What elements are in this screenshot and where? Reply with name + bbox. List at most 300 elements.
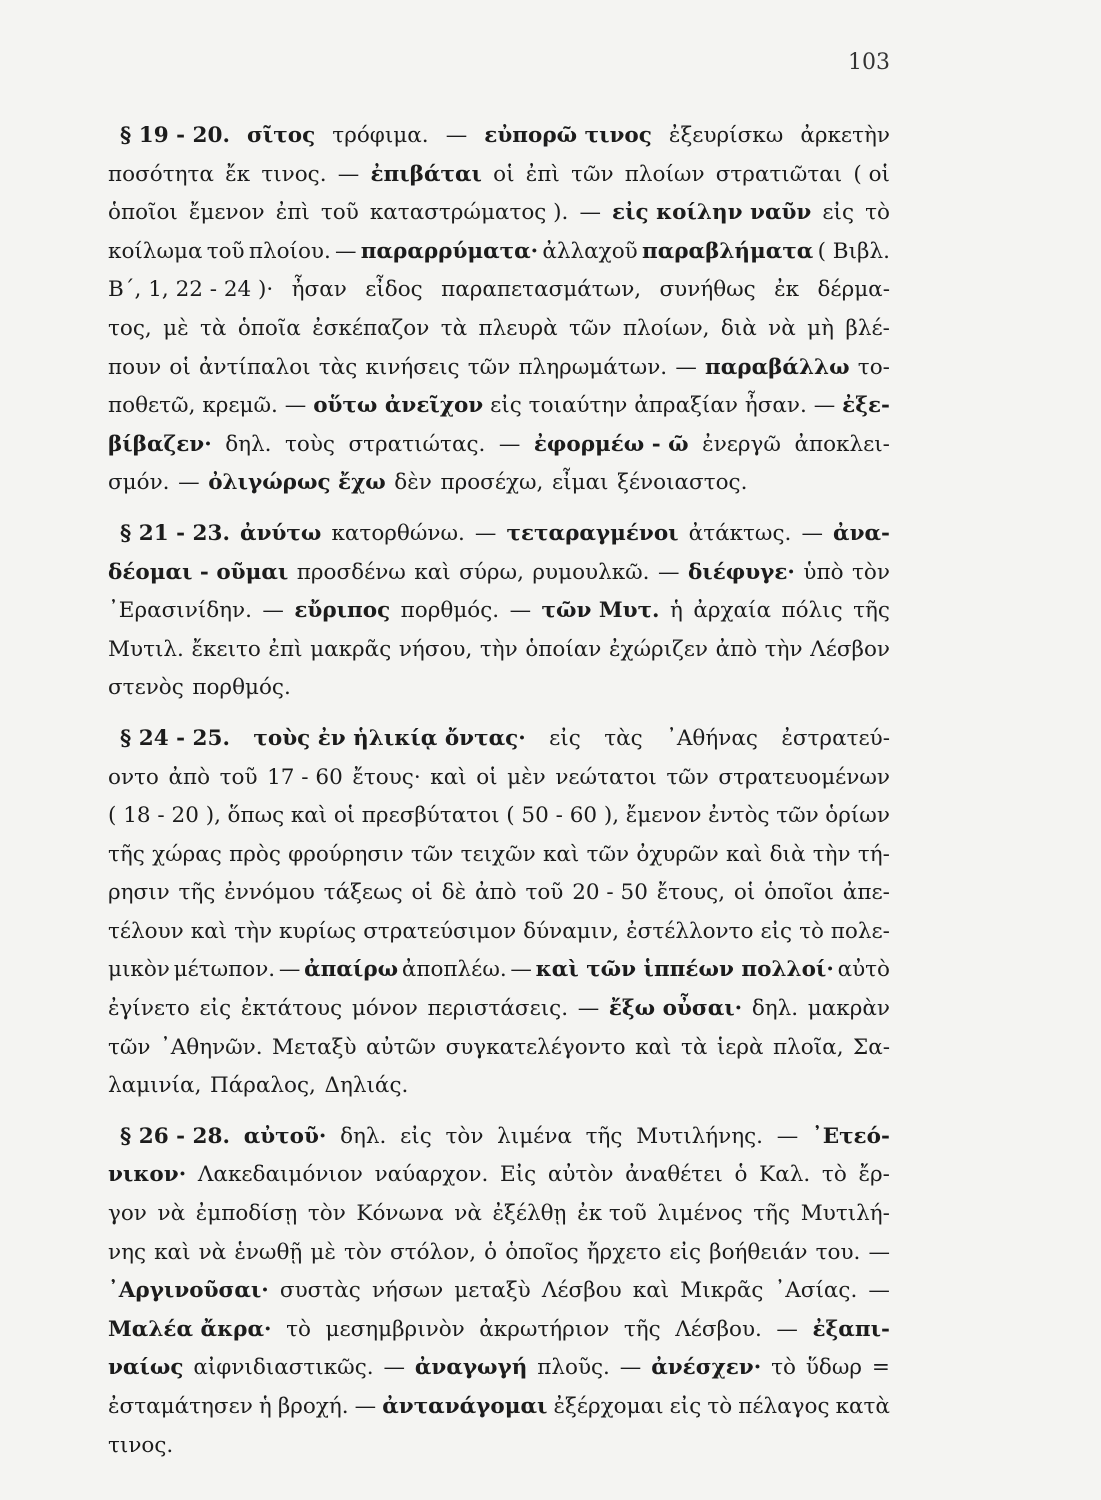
text-line (108, 1388, 890, 1427)
page-number: 103 (848, 50, 890, 75)
text-line (108, 554, 890, 593)
word: νήσου, (398, 636, 473, 662)
word: δηλ. (751, 996, 799, 1022)
word: τὸ (865, 200, 890, 226)
word: ὀχυρῶν (636, 841, 719, 867)
word: Καλ. (759, 1162, 811, 1188)
word: μακρᾶς (310, 636, 392, 662)
paragraph (108, 720, 890, 1106)
word: μὲ (310, 1239, 336, 1265)
word: εἰς (760, 918, 793, 944)
lemma: § 24 - 25. (120, 725, 230, 751)
word: αὐτὸν (547, 1162, 614, 1188)
word: ( 18 - 20 ), (108, 803, 221, 829)
word: τὰ (440, 315, 468, 341)
word: ναύαρχον. (374, 1162, 489, 1188)
word: κοίλωμα (108, 238, 203, 264)
lemma: τοὺς ἐν ἡλικίᾳ ὄντας· (253, 725, 526, 751)
word: παραπετασμάτων, (441, 277, 642, 303)
word: στενὸς (108, 675, 184, 701)
lemma: βίβαζεν· (108, 431, 212, 457)
text-line (108, 592, 890, 631)
word: ἐχώριζεν (608, 636, 708, 662)
text-line (108, 631, 890, 670)
commentary-text (108, 117, 890, 1465)
word: καὶ (154, 1239, 191, 1265)
word: — (383, 1355, 405, 1381)
word: 17 - 60 (267, 764, 343, 790)
lemma: ἀνύτω (240, 520, 322, 546)
word: — (510, 957, 532, 983)
word: τρόφιμα. (332, 123, 429, 148)
text-line (108, 1311, 890, 1350)
word: διὰ (720, 315, 757, 341)
lemma: ἔξω οὖσαι· (608, 996, 743, 1022)
word: τοῦ (206, 238, 245, 264)
word: οντο (108, 764, 159, 790)
paragraph (108, 515, 890, 708)
word: το- (857, 354, 890, 380)
word: νεώτατοι (555, 764, 657, 790)
lemma: ναίως (108, 1355, 184, 1381)
word: ἐπὶ (275, 200, 310, 226)
lemma: εἰς κοίλην ναῦν (612, 200, 812, 226)
word: — (658, 559, 680, 585)
word: μεσημβρινὸν (325, 1316, 465, 1342)
text-line (108, 310, 890, 349)
word: πορθμός. (400, 598, 500, 624)
word: νὰ (157, 1201, 186, 1227)
word: Μυτιλή- (800, 1201, 890, 1227)
word: τοῦ (525, 880, 564, 906)
word: τὰ (680, 1034, 708, 1060)
word: νήσων (371, 1278, 444, 1304)
word: τὸ (286, 1316, 311, 1342)
word: ἐξέλθῃ (492, 1201, 567, 1227)
word: — (868, 1278, 890, 1304)
word: ἀποπλέω. (401, 957, 507, 983)
word: μὲν (507, 764, 546, 790)
word: ἀπὸ (715, 636, 758, 662)
word: τειχῶν (460, 841, 536, 867)
word: στρατευομένων (718, 764, 890, 790)
word: — (619, 1355, 642, 1381)
word: μικὸν (108, 957, 170, 983)
word: τοιαύτην (528, 393, 628, 419)
text-line (108, 1349, 890, 1388)
text-line (108, 1118, 890, 1157)
word: τῶν (410, 841, 454, 867)
word: ἐντὸς (708, 803, 770, 829)
word: δηλ. (340, 1123, 387, 1149)
lemma: νικον· (108, 1162, 187, 1188)
word: ἀπε- (842, 880, 890, 906)
text-line (108, 1195, 890, 1234)
word: μὴ (807, 315, 835, 341)
paragraph (108, 1118, 890, 1465)
word: στρατεύσιμον (363, 918, 517, 944)
word: αὐτὸ (837, 957, 890, 983)
word: πλοῖα, (773, 1034, 844, 1060)
word: ἡ (670, 598, 683, 624)
word: ἔμενον (625, 803, 702, 829)
word: ἀπὸ (475, 880, 517, 906)
word: τῶν (776, 803, 819, 829)
lemma: οὕτω ἀνεῖχον (313, 393, 484, 419)
word: ποθετῶ, (108, 393, 196, 419)
lemma: ὀλιγώρως ἔχω (208, 470, 386, 496)
lemma: τῶν Μυτ. (541, 598, 660, 624)
text-line (108, 387, 890, 426)
word: ἀρχαία (693, 598, 771, 624)
word: τὸ πολε- (799, 918, 890, 944)
word: τοῦ (320, 200, 359, 226)
word: τοὺς (285, 431, 335, 457)
word: οἱ (493, 161, 515, 187)
word: εἶδος (365, 277, 423, 303)
text-line (108, 874, 890, 913)
word: ἐστρατεύ- (781, 725, 890, 751)
word: κρεμῶ. (202, 393, 278, 419)
word: γον (108, 1201, 147, 1227)
word: — (776, 1316, 798, 1342)
word: ἀρκετὴν (800, 123, 890, 148)
word: εἰς (490, 393, 522, 419)
word: ὁ (484, 1239, 498, 1265)
word: 20 - 50 (572, 880, 648, 906)
word: ἔτους· (352, 764, 421, 790)
lemma: ἀπαίρω (304, 957, 399, 983)
word: τὰ (200, 315, 227, 341)
word: τῶν (666, 764, 709, 790)
word: ὁ (734, 1162, 748, 1188)
lemma: ᾿Ετεό- (811, 1123, 890, 1149)
word: χώρας (152, 841, 222, 867)
word: ἀπὸ (168, 764, 211, 790)
word: Κόνωνα (356, 1201, 444, 1227)
word: κατὰ (835, 1394, 890, 1419)
word: τὸν (307, 1201, 346, 1227)
word: — (337, 161, 360, 187)
word: μόνον (351, 996, 418, 1022)
lemma: εὔριπος (294, 598, 391, 624)
word: ᾿Ερασινίδην. (108, 598, 252, 624)
word: ἔρ- (858, 1162, 890, 1188)
word: ὑπὸ (803, 559, 844, 585)
word: ὁποίαν (525, 636, 602, 662)
word: τὴν (812, 841, 851, 867)
word: Μυτιλ. (108, 636, 184, 662)
text-line (108, 426, 890, 465)
word: Λέσβου (541, 1278, 622, 1304)
word: συγκατελέγοντο (445, 1034, 626, 1060)
word: πλοίων (624, 161, 705, 187)
text-line (108, 233, 890, 272)
text-line (108, 1156, 890, 1195)
word: — (509, 598, 532, 624)
word: ἀντίπαλοι (199, 354, 311, 380)
word: — (868, 1239, 890, 1265)
word: τινος. (261, 161, 327, 187)
word: πλοίων, (622, 315, 710, 341)
word: καὶ (290, 803, 328, 829)
word: — (801, 520, 823, 546)
word: μεταξὺ (454, 1278, 531, 1304)
word: ρησιν (108, 880, 170, 906)
word: βοήθειάν (709, 1239, 808, 1265)
text-line (108, 951, 890, 990)
lemma: § 19 - 20. (120, 123, 230, 148)
text-line (108, 117, 890, 156)
word: καὶ (430, 764, 467, 790)
word: εἰς (199, 996, 232, 1022)
word: καὶ (414, 559, 451, 585)
word: = (871, 1355, 890, 1381)
word: — (354, 1394, 377, 1419)
word: ξένοιαστος. (617, 470, 748, 496)
word: ἡ (258, 1394, 272, 1419)
word: — (813, 393, 836, 419)
word: πλοῦς. (537, 1355, 610, 1381)
text-line (108, 1427, 890, 1466)
lemma: ἀντανάγομαι (382, 1394, 548, 1419)
word: τὴν (764, 636, 803, 662)
lemma: εὐπορῶ τινος (484, 123, 652, 148)
lemma: παραβάλλω (705, 354, 850, 380)
word: μὲ (163, 315, 189, 341)
word: στρατιώτας. (348, 431, 486, 457)
word: ἱερὰ (716, 1034, 764, 1060)
word: ὕδωρ (805, 1355, 862, 1381)
word: τὴν (479, 636, 518, 662)
word: κατορθώνω. (331, 520, 465, 546)
lemma: ἀναγωγή (414, 1355, 528, 1381)
word: ἀναθέτει (625, 1162, 723, 1188)
text-line (108, 990, 890, 1029)
word: οἱ (411, 880, 433, 906)
text-line (108, 1234, 890, 1273)
lemma: ἐξαπι- (812, 1316, 890, 1342)
word: ἐννόμου (224, 880, 315, 906)
word: τὸ (707, 1394, 733, 1419)
word: δύναμιν, (523, 918, 620, 944)
word: — (262, 598, 284, 624)
text-line (108, 349, 890, 388)
word: νὰ (454, 1201, 482, 1227)
word: ( Βιβλ. (817, 238, 890, 264)
word: τῆς (585, 1123, 623, 1149)
word: πουν (108, 354, 162, 380)
word: ἀλλαχοῦ (542, 238, 638, 264)
word: συνήθως (659, 277, 756, 303)
text-line (108, 515, 890, 554)
word: στρατιῶται (715, 161, 843, 187)
word: μακρὰν (807, 996, 890, 1022)
word: οἱ (333, 803, 356, 829)
word: ᾿Αθηνῶν. (159, 1034, 263, 1060)
word: προσέχω, (440, 470, 544, 496)
word: ἀποκλει- (794, 431, 890, 457)
lemma: καὶ τῶν ἱππέων πολλοί· (535, 957, 834, 983)
word: τῶν (569, 315, 612, 341)
lemma: παραβλήματα (641, 238, 814, 264)
lemma: τεταραγμένοι (506, 520, 679, 546)
word: εἶμαι (551, 470, 609, 496)
word: ἐγίνετο (108, 996, 190, 1022)
word: τὸ (821, 1162, 847, 1188)
word: τῶν (108, 1034, 151, 1060)
word: λιμένος (657, 1201, 743, 1227)
word: ἦσαν. (744, 393, 807, 419)
word: ἐνεργῶ (702, 431, 781, 457)
word: τῆς (623, 1316, 661, 1342)
word: πρεσβύτατοι (361, 803, 500, 829)
word: ᾿Αθήνας (666, 725, 758, 751)
word: κυρίως (279, 918, 357, 944)
word: τῶν (586, 841, 630, 867)
word: ἑνωθῇ (234, 1239, 303, 1265)
word: δέρμα- (817, 277, 890, 303)
paragraph (108, 117, 890, 503)
lemma: παραρρύματα· (360, 238, 539, 264)
word: τῆς (753, 1201, 791, 1227)
word: τὸν (445, 1123, 484, 1149)
lemma: § 26 - 28. (120, 1123, 230, 1149)
word: εἰς (549, 725, 581, 751)
word: καταστρώματος ). (369, 200, 569, 226)
lemma: ἀνα- (833, 520, 890, 546)
lemma: ᾿Αργινοῦσαι· (108, 1278, 269, 1304)
word: ἦσαν (291, 277, 347, 303)
word: — (579, 200, 601, 226)
word: βλέ- (845, 315, 890, 341)
word: ἐκ (774, 277, 800, 303)
word: ἐξευρίσκω (668, 123, 784, 148)
word: τὰς (318, 354, 358, 380)
word: ἀτάκτως. (688, 520, 792, 546)
word: Μικρᾶς (680, 1278, 764, 1304)
word: τῶν (467, 354, 511, 380)
word: τος, (108, 315, 152, 341)
word: — (445, 123, 468, 148)
word: αὐτῶν (366, 1034, 437, 1060)
word: περιστάσεις. (427, 996, 569, 1022)
word: τάξεως (323, 880, 403, 906)
word: εἰς (400, 1123, 432, 1149)
lemma: ἐξε- (842, 393, 890, 419)
word: δὲ (441, 880, 467, 906)
word: τῶν (571, 161, 614, 187)
lemma: Μαλέα ἄκρα· (108, 1316, 272, 1342)
word: του. (815, 1239, 861, 1265)
word: νὰ (198, 1239, 227, 1265)
text-line (108, 836, 890, 875)
word: τέλουν (108, 918, 184, 944)
word: — (577, 996, 600, 1022)
word: φρούρησιν (288, 841, 404, 867)
word: ὁποῖοι (764, 880, 834, 906)
text-line (108, 194, 890, 233)
word: ὁποῖα (237, 315, 301, 341)
word: τὸ (771, 1355, 796, 1381)
word: Λακεδαιμόνιον (197, 1162, 363, 1188)
word: οἱ (476, 764, 498, 790)
word: πέλαγος (738, 1394, 830, 1419)
text-line (108, 720, 890, 759)
word: τινος. (108, 1432, 174, 1458)
word: ἐμποδίσῃ (195, 1201, 298, 1227)
word: ἤρχετο (586, 1239, 662, 1265)
word: πόλις (781, 598, 843, 624)
word: — (278, 957, 301, 983)
word: ( οἱ (853, 161, 890, 187)
word: ἐστέλλοντο (626, 918, 754, 944)
word: ἔκειτο (191, 636, 261, 662)
word: βροχή. (277, 1394, 349, 1419)
word: ἐξέρχομαι (553, 1394, 664, 1419)
word: οἱ (733, 880, 756, 906)
word: ἐκτάτους (240, 996, 343, 1022)
word: ἀκρωτήριον (479, 1316, 610, 1342)
word: ἐκ τοῦ (577, 1201, 647, 1227)
word: — (474, 520, 497, 546)
lemma: § 21 - 23. (120, 520, 230, 546)
word: λαμινία, (108, 1073, 202, 1099)
word: ἀπραξίαν (634, 393, 738, 419)
word: τὰς (604, 725, 643, 751)
text-line (108, 1067, 890, 1106)
word: πληρωμάτων. (518, 354, 668, 380)
word: — (335, 238, 357, 264)
word: σύρω, (459, 559, 524, 585)
word: στόλον, (390, 1239, 477, 1265)
word: ὁποῖοι (108, 200, 178, 226)
word: ὅπως (227, 803, 285, 829)
word: ᾿Ασίας. (774, 1278, 858, 1304)
word: τὸν (344, 1239, 382, 1265)
word: τῆς (178, 880, 216, 906)
word: καὶ (725, 841, 763, 867)
lemma: διέφυγε· (687, 559, 795, 585)
word: ἔμενον (188, 200, 265, 226)
word: — (284, 393, 307, 419)
word: Σα- (853, 1034, 890, 1060)
word: συστὰς (279, 1278, 361, 1304)
word: πλοίου. (248, 238, 331, 264)
text-line (108, 156, 890, 195)
word: ποσότητα (108, 161, 214, 187)
word: καὶ (635, 1034, 672, 1060)
word: καὶ (542, 841, 580, 867)
word: αἰφνιδιαστικῶς. (193, 1355, 374, 1381)
word: — (178, 470, 200, 496)
word: σμόν. (108, 470, 170, 496)
text-line (108, 669, 890, 708)
word: ἔκ (225, 161, 251, 187)
lemma: ἀνέσχεν· (651, 1355, 762, 1381)
word: ἔτους, (656, 880, 726, 906)
word: οἱ (169, 354, 191, 380)
text-line (108, 1029, 890, 1068)
word: Μεταξὺ (272, 1034, 357, 1060)
word: Λέσβου. (675, 1316, 762, 1342)
word: ( 50 - 60 ), (506, 803, 620, 829)
word: ἐσταμάτησεν (108, 1394, 253, 1419)
text-line (108, 913, 890, 952)
word: ὁποῖος (505, 1239, 579, 1265)
word: προσδένω (296, 559, 406, 585)
word: ἐπὶ (525, 161, 560, 187)
